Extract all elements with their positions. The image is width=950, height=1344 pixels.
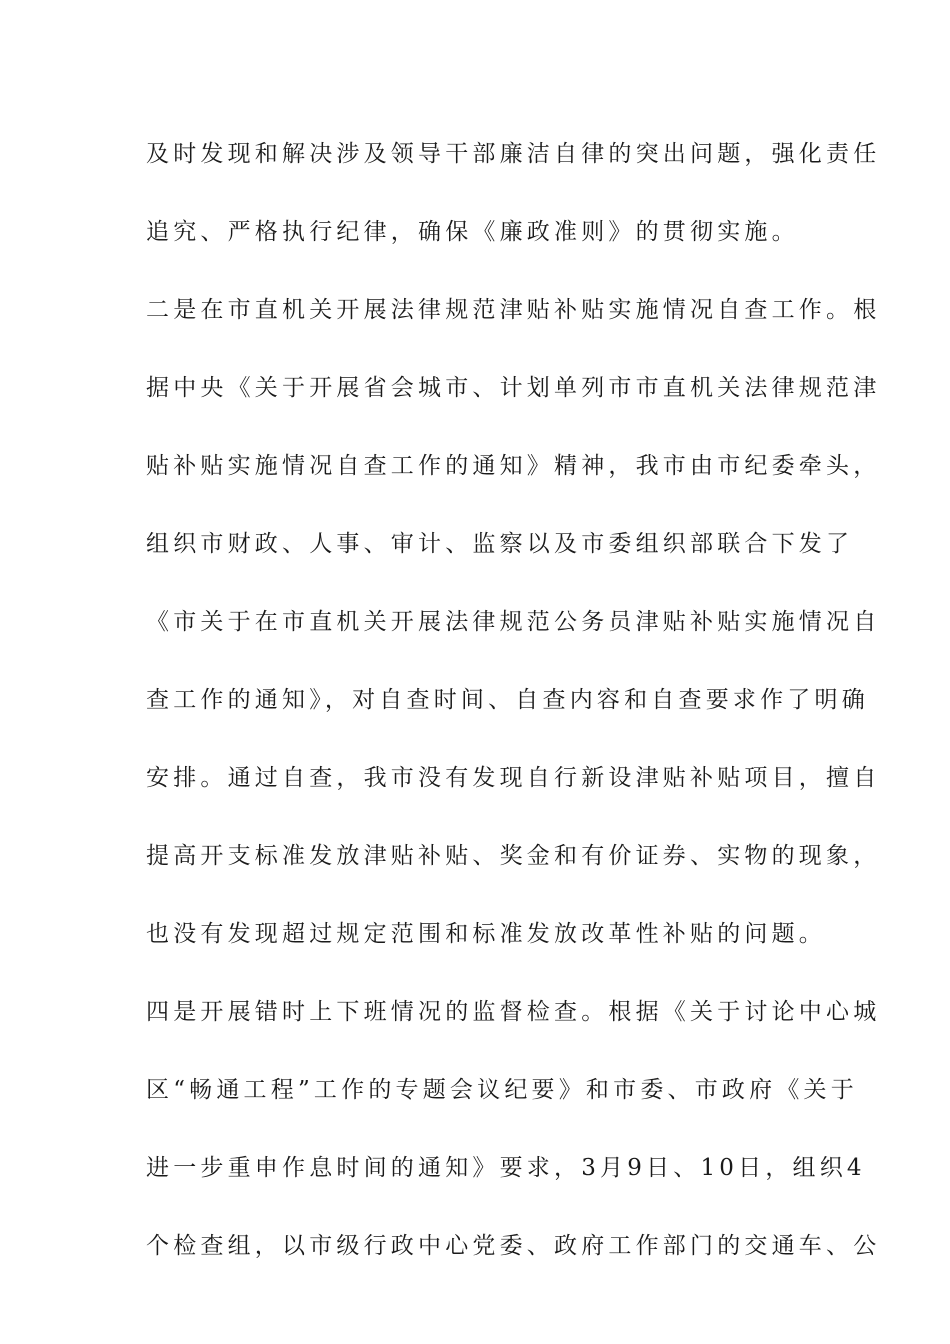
text-line: 查工作的通知》，对自查时间、自查内容和自查要求作了明确 — [146, 687, 869, 713]
text-line: 追究、严格执行纪律，确保《廉政准则》的贯彻实施。 — [146, 219, 799, 245]
text-line: 提高开支标准发放津贴补贴、奖金和有价证券、实物的现象， — [146, 843, 881, 869]
text-line: 组织市财政、人事、审计、监察以及市委组织部联合下发了 — [146, 531, 854, 557]
text-line: 个检查组，以市级行政中心党委、政府工作部门的交通车、公 — [146, 1233, 881, 1259]
text-line: 《市关于在市直机关开展法律规范公务员津贴补贴实施情况自 — [146, 609, 881, 635]
text-line: 二是在市直机关开展法律规范津贴补贴实施情况自查工作。根 — [146, 297, 881, 323]
text-line: 也没有发现超过规定范围和标准发放改革性补贴的问题。 — [146, 921, 826, 947]
text-line: 区“畅通工程”工作的专题会议纪要》和市委、市政府《关于 — [146, 1077, 858, 1103]
text-line: 据中央《关于开展省会城市、计划单列市市直机关法律规范津 — [146, 375, 881, 401]
text-line: 进一步重申作息时间的通知》要求，3月9日、10日，组织4 — [146, 1155, 866, 1181]
text-line: 安排。通过自查，我市没有发现自行新设津贴补贴项目，擅自 — [146, 765, 881, 791]
text-line: 四是开展错时上下班情况的监督检查。根据《关于讨论中心城 — [146, 999, 881, 1025]
text-line: 贴补贴实施情况自查工作的通知》精神，我市由市纪委牵头， — [146, 453, 881, 479]
text-line: 及时发现和解决涉及领导干部廉洁自律的突出问题，强化责任 — [146, 141, 881, 167]
document-body — [146, 128, 881, 1298]
